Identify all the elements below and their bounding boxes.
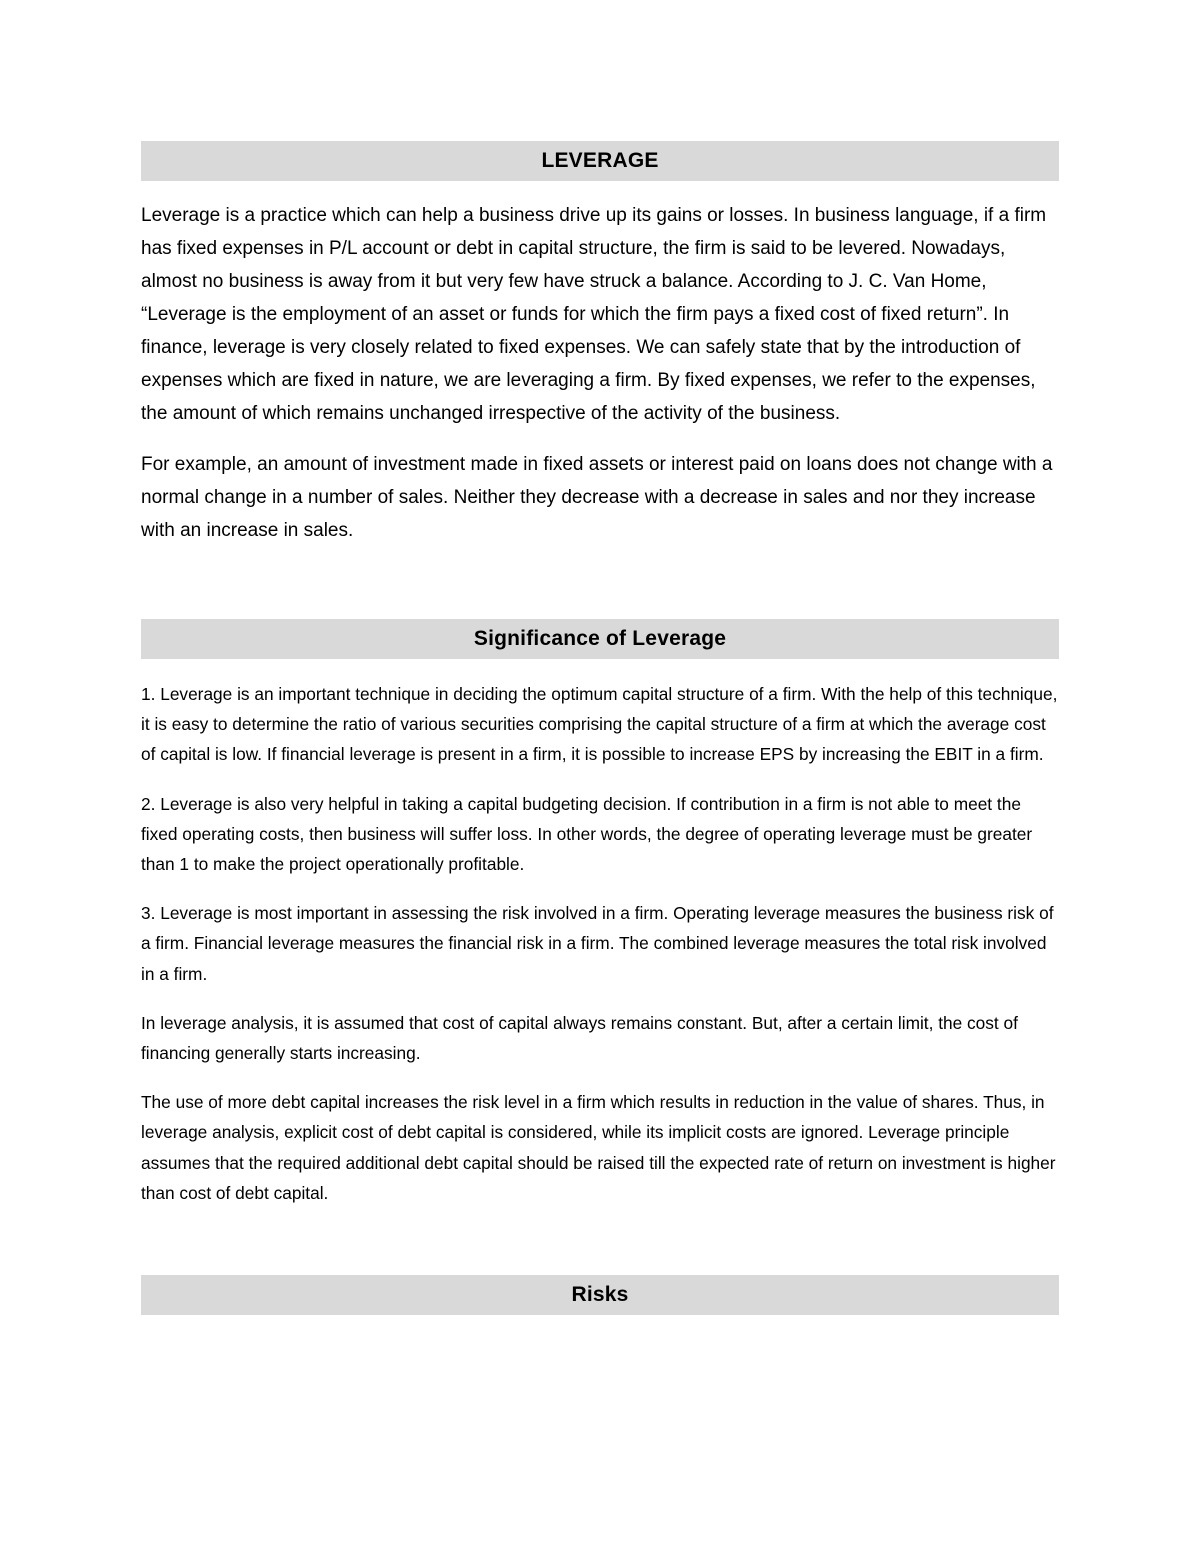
significance-paragraph-debt: The use of more debt capital increases the risk level in a firm which results in reduction in the value of shares. Thus, in leverage analysis, explicit cost of debt capital is considered, while its implicit costs are ignored. Leverage principle assumes that the required additional debt capital should be raised till the expected rate of return on investment is higher than cost of debt capital.: [141, 1092, 1056, 1203]
leverage-paragraph-1: Leverage is a practice which can help a business drive up its gains or losses. In business language, if a firm has fixed expenses in P/L account or debt in capital structure, the firm is said to be levered. Nowadays, almost no business is away from it but very few have struck a balance. According to J. C. Van Home, “Leverage is the employment of an asset or funds for which the firm pays a fixed cost of fixed return”. In finance, leverage is very closely related to fixed expenses. We can safely state that by the introduction of expenses which are fixed in nature, we are leveraging a firm. By fixed expenses, we refer to the expenses, the amount of which remains unchanged irrespective of the activity of the business.: [141, 205, 1047, 424]
document-page: [141, 141, 1059, 1315]
section-heading-significance: Significance of Leverage: [141, 619, 1059, 659]
significance-point-2: 2. Leverage is also very helpful in taking a capital budgeting decision. If contribution in a firm is not able to meet the fixed operating costs, then business will suffer loss. In other words, the degree of operating leverage must be greater than 1 to make the project operationally profitable.: [141, 793, 1033, 875]
leverage-paragraph-2: For example, an amount of investment made in fixed assets or interest paid on loans does not change with a normal change in a number of sales. Neither they decrease with a decrease in sales and nor they increase with an increase in sales.: [141, 454, 1053, 541]
significance-paragraph-assumption: In leverage analysis, it is assumed that cost of capital always remains constant. But, after a certain limit, the cost of financing generally starts increasing.: [141, 1012, 1018, 1064]
significance-point-1: 1. Leverage is an important technique in deciding the optimum capital structure of a firm. With the help of this technique, it is easy to determine the ratio of various securities comprising the capital structure of a firm at which the average cost of capital is low. If financial leverage is present in a firm, it is possible to increase EPS by increasing the EBIT in a firm.: [141, 684, 1058, 765]
section-heading-leverage: LEVERAGE: [141, 141, 1059, 181]
section-heading-risks: Risks: [141, 1275, 1059, 1315]
significance-body: [141, 679, 1059, 1208]
significance-point-3: 3. Leverage is most important in assessing the risk involved in a firm. Operating leverage measures the business risk of a firm. Financial leverage measures the financial risk in a firm. The combined leverage measures the total risk involved in a firm.: [141, 903, 1054, 984]
